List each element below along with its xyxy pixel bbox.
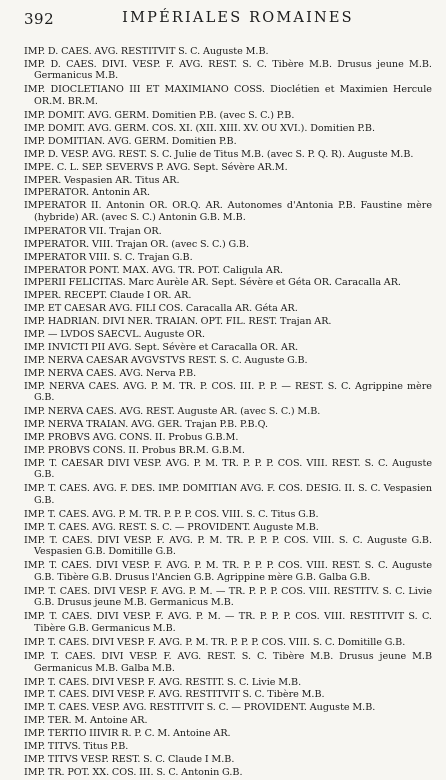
running-title: IMPÉRIALES ROMAINES: [122, 10, 354, 26]
index-entry: IMPERATOR PONT. MAX. AVG. TR. POT. Caligula AR.: [24, 264, 284, 276]
index-entry: IMP. DOMIT. AVG. GERM. Domitien P.B. (avec S. C.) P.B.: [24, 110, 295, 122]
index-entry: IMPERATOR II. Antonin OR. OR.Q. AR. Autonomes d'Antonia P.B. Faustine mère (hybride) AR. (avec S. C.) Antonin G.B. M.B.: [24, 200, 432, 223]
index-entry: IMP. NERVA CAES. AVG. REST. Auguste AR. (avec S. C.) M.B.: [24, 406, 321, 418]
index-entry: IMP. DOMIT. AVG. GERM. COS. XI. (XII. XIII. XV. OU XVI.). Domitien P.B.: [24, 122, 376, 134]
index-entry: IMP. T. CAES. DIVI VESP. F. AVG. RESTIT. S. C. Livie M.B.: [24, 676, 302, 688]
index-entry: IMP. TITVS VESP. REST. S. C. Claude I M.B.: [24, 753, 235, 765]
index-entry: IMP. T. CAES. DIVI VESP. F. AVG. REST. S. C. Tibère M.B. Drusus jeune M.B Germanicus M.B. Galba M.B.: [24, 650, 432, 674]
index-entry: IMPERATOR VIII. S. C. Trajan G.B.: [24, 251, 193, 263]
index-entry: IMP. T. CAES. AVG. F. DES. IMP. DOMITIAN AVG. F. COS. DESIG. II. S. C. Vespasien G.B.: [24, 483, 432, 506]
index-entry: IMPERATOR. VIII. Trajan OR. (avec S. C.) G.B.: [24, 238, 250, 250]
index-entry: IMPER. Vespasien AR. Titus AR.: [24, 174, 180, 186]
index-entry: IMP. NERVA CAES. AVG. P. M. TR. P. COS. III. P. P. — REST. S. C. Agrippine mère G.B.: [24, 380, 432, 404]
index-entry: IMP. T. CAES. DIVI VESP. F. AVG. RESTITVIT S. C. Tibère M.B.: [24, 689, 325, 701]
index-entry: IMP. T. CAES. AVG. REST. S. C. — PROVIDENT. Auguste M.B.: [24, 521, 319, 533]
index-entry: IMP. T. CAES. DIVI VESP. F. AVG. P. M. TR. P. P. P. COS. VIII. REST. S. C. Auguste G.B. Tibère G.B. Drusus l'Ancien G.B. Agrippine mère G.B. Galba G.B.: [24, 560, 432, 583]
index-entry: IMP. PROBVS AVG. CONS. II. Probus G.B.M.: [24, 431, 239, 443]
index-entry: IMP. T. CAES. DIVI VESP. F. AVG. P. M. — TR. P. P. P. COS. VIII. RESTITVIT S. C. Tibère G.B. Germanicus M.B.: [24, 611, 432, 634]
index-entry: IMP. T. CAES. DIVI VESP. F. AVG. P. M. — TR. P. P. P. COS. VIII. RESTITV. S. C. Livie G.B. Drusus jeune M.B. Germanicus M.B.: [24, 585, 432, 609]
index-entry: IMP. T. CAES. DIVI VESP. F. AVG. P. M. TR. P. P. P. COS. VIII. S. C. Domitille G.B.: [24, 636, 406, 648]
index-entry: IMPE. C. L. SEP. SEVERVS P. AVG. Sept. Sévère AR.M.: [24, 161, 288, 173]
index-entry: IMP. TERTIO IIIVIR R. P. C. M. Antoine AR.: [24, 728, 231, 740]
index-entry: IMP. D. VESP. AVG. REST. S. C. Julie de Titus M.B. (avec S. P. Q. R). Auguste M.B.: [24, 148, 414, 160]
index-entry: IMP. T. CAES. VESP. AVG. RESTITVIT S. C. — PROVIDENT. Auguste M.B.: [24, 702, 376, 714]
index-entry: IMP. T. CAESAR DIVI VESP. AVG. P. M. TR. P. P. P. COS. VIII. REST. S. C. Auguste G.B.: [24, 457, 432, 481]
index-entry: IMP. DOMITIAN. AVG. GERM. Domitien P.B.: [24, 135, 237, 147]
index-entry: IMPERII FELICITAS. Marc Aurèle AR. Sept. Sévère et Géta OR. Caracalla AR.: [24, 277, 401, 289]
legend-index-list: [24, 46, 432, 780]
index-entry: IMPERATOR. Antonin AR.: [24, 187, 151, 199]
page-number: 392: [24, 10, 55, 28]
index-entry: IMP. D. CAES. AVG. RESTITVIT S. C. Auguste M.B.: [24, 46, 269, 57]
index-entry: IMP. NERVA TRAIAN. AVG. GER. Trajan P.B. P.B.Q.: [24, 419, 269, 431]
index-entry: IMP. INVICTI PII AVG. Sept. Sévère et Caracalla OR. AR.: [24, 341, 299, 353]
index-entry: IMP. NERVA CAESAR AVGVSTVS REST. S. C. Auguste G.B.: [24, 354, 308, 366]
index-entry: IMP. TITVS. Titus P.B.: [24, 740, 129, 752]
index-entry: IMP. D. CAES. DIVI. VESP. F. AVG. REST. S. C. Tibère M.B. Drusus jeune M.B. Germanicus M.B.: [24, 58, 432, 82]
index-entry: IMP. HADRIAN. DIVI NER. TRAIAN. OPT. FIL. REST. Trajan AR.: [24, 316, 332, 328]
index-entry: IMP. TR. POT. XX. COS. III. S. C. Antonin G.B.: [24, 766, 243, 778]
page-header: [24, 10, 430, 32]
index-entry: IMP. T. CAES. DIVI VESP. F. AVG. P. M. TR. P. P. P. COS. VIII. S. C. Auguste G.B. Vespasien G.B. Domitille G.B.: [24, 534, 432, 558]
index-entry: IMP. NERVA CAES. AVG. Nerva P.B.: [24, 367, 197, 379]
index-entry: IMP. ET CAESAR AVG. FILI COS. Caracalla AR. Géta AR.: [24, 303, 298, 315]
index-entry: IMP. TER. M. Antoine AR.: [24, 715, 148, 727]
index-entry: IMPERATOR VII. Trajan OR.: [24, 225, 162, 237]
index-entry: IMPER. RECEPT. Claude I OR. AR.: [24, 290, 192, 302]
index-entry: IMP. PROBVS CONS. II. Probus BR.M. G.B.M.: [24, 444, 245, 456]
index-entry: IMP. — LVDOS SAECVL. Auguste OR.: [24, 328, 206, 340]
index-entry: IMP. T. CAES. AVG. P. M. TR. P. P. P. COS. VIII. S. C. Titus G.B.: [24, 508, 319, 520]
index-entry: IMP. DIOCLETIANO III ET MAXIMIANO COSS. Dioclétien et Maximien Hercule OR.M. BR.M.: [24, 84, 432, 108]
